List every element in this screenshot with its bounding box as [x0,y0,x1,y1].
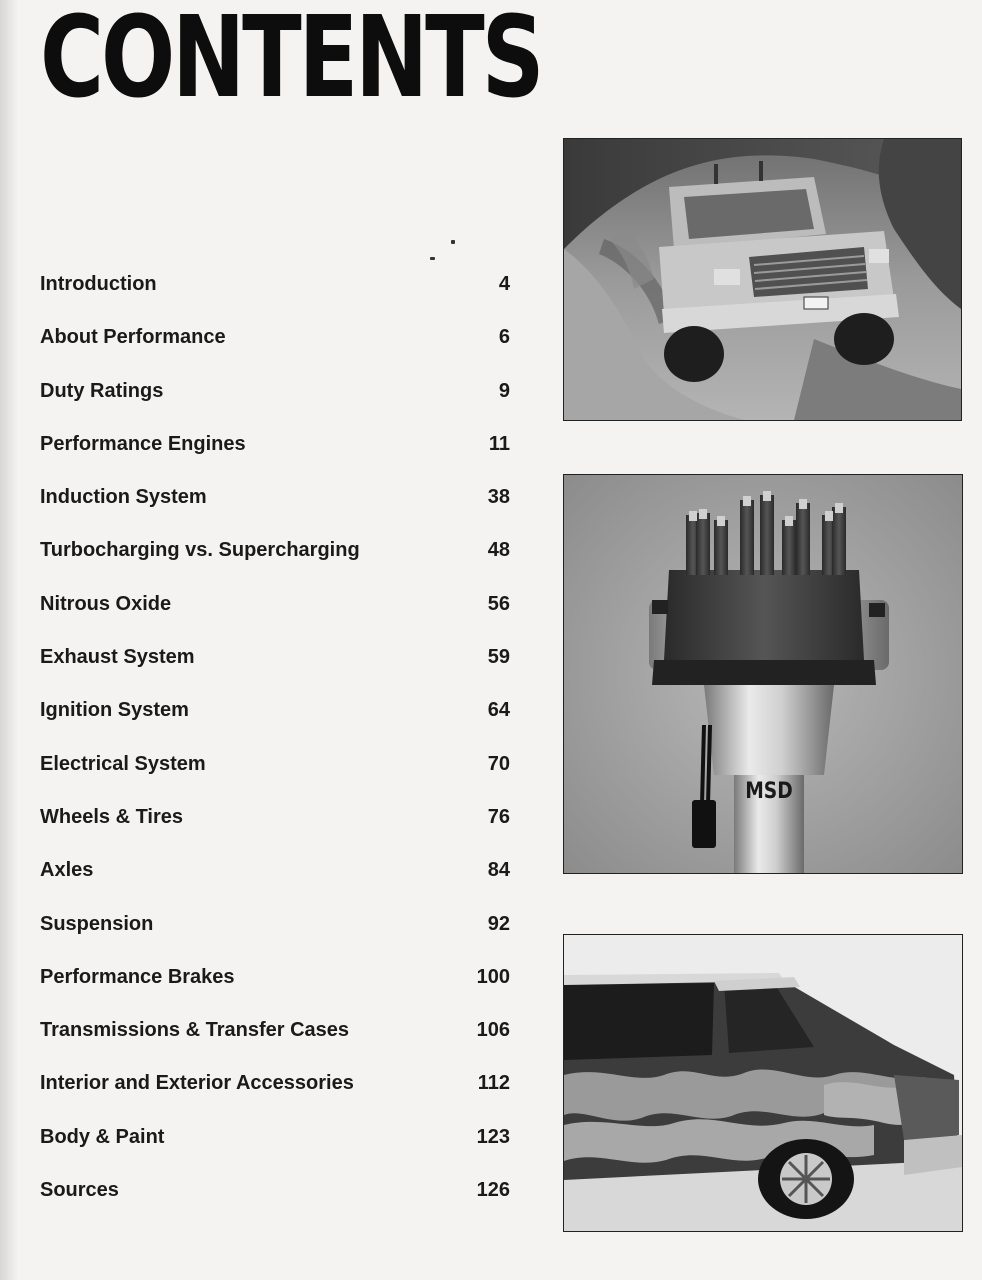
toc-entry-accessories [40,1064,510,1117]
toc-entry-page: 123 [476,1125,510,1148]
toc-entry-title: Axles [40,859,94,882]
table-of-contents [40,265,510,1224]
toc-entry-about-performance [40,318,510,371]
toc-entry-title: Transmissions & Transfer Cases [40,1019,350,1042]
toc-entry-performance-brakes [40,958,510,1011]
toc-entry-page: 48 [487,539,510,562]
page-title: CONTENTS [40,0,542,123]
offroad-truck-photo [563,138,962,421]
toc-entry-page: 6 [498,326,510,349]
toc-entry-title: Performance Engines [40,432,246,455]
toc-entry-page: 64 [487,699,510,722]
toc-entry-axles [40,851,510,904]
distributor-brand-label: MSD [745,777,793,804]
page-binding-shadow [0,0,18,1280]
toc-entry-title: Interior and Exterior Accessories [40,1072,354,1095]
toc-entry-title: Ignition System [40,699,189,722]
toc-entry-wheels-tires [40,798,510,851]
toc-entry-page: 76 [487,805,510,828]
toc-entry-introduction [40,265,510,318]
flame-paint-truck-illustration [564,935,962,1231]
toc-entry-title: About Performance [40,326,226,349]
toc-entry-turbocharging [40,531,510,584]
toc-entry-transmissions [40,1011,510,1064]
toc-entry-title: Duty Ratings [40,379,164,402]
toc-entry-title: Wheels & Tires [40,805,184,828]
toc-entry-title: Exhaust System [40,646,195,669]
toc-entry-body-paint [40,1118,510,1171]
toc-entry-page: 100 [476,965,510,988]
toc-entry-page: 112 [477,1072,510,1095]
print-speck [430,257,435,260]
ignition-distributor-photo [563,474,963,874]
toc-entry-ignition-system [40,691,510,744]
toc-entry-sources [40,1171,510,1224]
toc-entry-page: 126 [476,1179,510,1202]
toc-entry-title: Induction System [40,486,207,509]
toc-entry-title: Performance Brakes [40,965,235,988]
toc-entry-nitrous-oxide [40,585,510,638]
toc-entry-electrical-system [40,745,510,798]
toc-entry-page: 56 [487,592,510,615]
toc-entry-duty-ratings [40,372,510,425]
print-speck [451,240,455,244]
offroad-truck-illustration [564,139,961,420]
toc-entry-title: Sources [40,1179,119,1202]
toc-entry-title: Electrical System [40,752,206,775]
toc-entry-page: 9 [498,379,510,402]
toc-entry-exhaust-system [40,638,510,691]
ignition-distributor-illustration [564,475,962,873]
toc-entry-title: Body & Paint [40,1125,165,1148]
toc-entry-title: Suspension [40,912,154,935]
toc-entry-induction-system [40,478,510,531]
toc-entry-page: 84 [487,859,510,882]
toc-entry-title: Introduction [40,273,157,295]
toc-entry-title: Nitrous Oxide [40,592,172,615]
toc-entry-title: Turbocharging vs. Supercharging [40,539,360,562]
toc-entry-page: 4 [498,273,510,295]
flame-paint-truck-photo [563,934,963,1232]
toc-entry-page: 92 [487,912,510,935]
toc-entry-page: 106 [476,1019,510,1042]
toc-entry-page: 70 [487,752,510,775]
toc-entry-suspension [40,905,510,958]
toc-entry-page: 38 [487,486,510,509]
toc-entry-performance-engines [40,425,510,478]
toc-entry-page: 59 [487,646,510,669]
toc-entry-page: 11 [488,432,510,455]
